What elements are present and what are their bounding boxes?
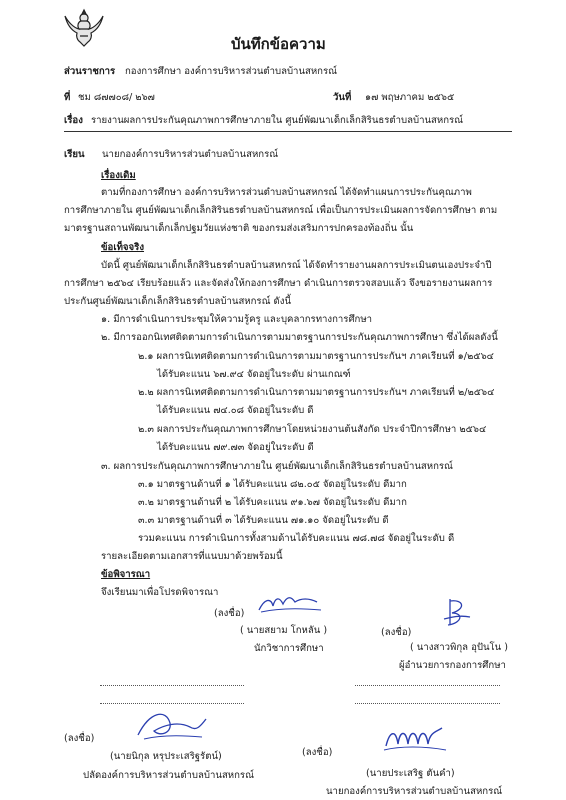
item-3-2: ๓.๒ มาตรฐานด้านที่ ๒ ได้รับคะแนน ๙๑.๖๗ จัดอยู่ในระดับ ดีมาก [138, 497, 407, 508]
facts-line-2: การศึกษา ๒๕๖๔ เรียบร้อยแล้ว และจัดส่งให้กองการศึกษา ดำเนินการตรวจสอบแล้ว จึงขอรายงานผลการ [64, 278, 493, 289]
item-3-3: ๓.๓ มาตรฐานด้านที่ ๓ ได้รับคะแนน ๗๑.๑๐ จัดอยู่ในระดับ ดี [138, 515, 389, 526]
item-3-1: ๓.๑ มาตรฐานด้านที่ ๑ ได้รับคะแนน ๘๒.๐๕ จัดอยู่ในระดับ ดีมาก [138, 479, 407, 490]
dept-label: ส่วนราชการ [64, 66, 116, 77]
background-line-2: การศึกษาภายใน ศูนย์พัฒนาเด็กเล็กสิรินธรตำบลบ้านสหกรณ์ เพื่อเป็นการประเมินผลการจัดการศึกษา ตาม [64, 205, 498, 216]
item-1: ๑. มีการดำเนินการประชุมให้ความรู้ครู และบุคลากรทางการศึกษา [101, 314, 373, 325]
date-value: ๑๗ พฤษภาคม ๒๕๖๕ [365, 92, 455, 103]
consider-text: จึงเรียนมาเพื่อโปรดพิจารณา [101, 587, 219, 598]
heading-background: เรื่องเดิม [101, 170, 136, 181]
sign-label-3: (ลงชื่อ) [64, 733, 95, 744]
signer-2-position: ผู้อำนวยการกองการศึกษา [399, 660, 506, 671]
comment-line-right-1 [355, 685, 500, 686]
comment-line-left-2 [100, 703, 244, 704]
subject-value: รายงานผลการประกันคุณภาพการศึกษาภายใน ศูนย์พัฒนาเด็กเล็กสิรินธรตำบลบ้านสหกรณ์ [91, 115, 464, 126]
item-3: ๓. ผลการประกันคุณภาพการศึกษาภายใน ศูนย์พัฒนาเด็กเล็กสิรินธรตำบลบ้านสหกรณ์ [101, 461, 453, 472]
subject-label: เรื่อง [64, 115, 83, 126]
item-2-3-score: ได้รับคะแนน ๗๙.๗๓ จัดอยู่ในระดับ ดี [157, 442, 314, 453]
comment-line-right-2 [355, 703, 500, 704]
dept-value: กองการศึกษา องค์การบริหารส่วนตำบลบ้านสหกรณ์ [125, 66, 338, 77]
signature-3-icon [130, 705, 210, 743]
signer-2-name: ( นางสาวพิกุล อุปันโน ) [410, 642, 509, 653]
background-line-1: ตามที่กองการศึกษา องค์การบริหารส่วนตำบลบ้านสหกรณ์ ได้จัดทำแผนการประกันคุณภาพ [101, 187, 472, 198]
signature-4-icon [380, 722, 450, 756]
signature-2-icon [440, 595, 474, 631]
header-divider [64, 131, 512, 132]
facts-line-3: ประกันศูนย์พัฒนาเด็กเล็กสิรินธรตำบลบ้านสหกรณ์ ดังนี้ [64, 296, 292, 307]
total-score: รวมคะแนน การดำเนินการทั้งสามด้านได้รับคะแนน ๗๘.๗๘ จัดอยู่ในระดับ ดี [138, 533, 455, 544]
sign-label-1: (ลงชื่อ) [214, 608, 245, 619]
facts-line-1: บัดนี้ ศูนย์พัฒนาเด็กเล็กสิรินธรตำบลบ้านสหกรณ์ ได้จัดทำรายงานผลการประเมินตนเองประจำปี [101, 260, 492, 271]
item-2-2-score: ได้รับคะแนน ๗๔.๐๘ จัดอยู่ในระดับ ดี [157, 405, 314, 416]
item-2-2: ๒.๒ ผลการนิเทศติดตามการดำเนินการตามมาตรฐานการประกันฯ ภาคเรียนที่ ๒/๒๕๖๔ [138, 387, 495, 398]
details-note: รายละเอียดตามเอกสารที่แนบมาด้วยพร้อมนี้ [101, 551, 283, 562]
signature-1-icon [255, 592, 325, 616]
sign-label-4: (ลงชื่อ) [302, 747, 333, 758]
heading-consider: ข้อพิจารณา [101, 569, 151, 580]
item-2-1-score: ได้รับคะแนน ๖๗.๙๔ จัดอยู่ในระดับ ผ่านเกณฑ์ [157, 369, 351, 380]
ref-value: ชม ๘๗๗๐๘/ ๒๖๗ [78, 92, 155, 103]
signer-1-name: ( นายสยาม โกหลัน ) [240, 625, 328, 636]
sign-label-2: (ลงชื่อ) [381, 627, 412, 638]
garuda-emblem-icon [62, 8, 106, 48]
signer-3-name: (นายนิกุล หรุประเสริฐรัตน์) [110, 751, 222, 762]
heading-facts: ข้อเท็จจริง [101, 242, 145, 253]
item-2: ๒. มีการออกนิเทศติดตามการดำเนินการตามมาตรฐานการประกันคุณภาพการศึกษา ซึ่งได้ผลดังนี้ [101, 332, 498, 343]
date-label: วันที่ [333, 92, 352, 103]
to-value: นายกองค์การบริหารส่วนตำบลบ้านสหกรณ์ [102, 149, 279, 160]
item-2-1: ๒.๑ ผลการนิเทศติดตามการดำเนินการตามมาตรฐานการประกันฯ ภาคเรียนที่ ๑/๒๕๖๔ [138, 351, 494, 362]
background-line-3: มาตรฐานสถานพัฒนาเด็กเล็กปฐมวัยแห่งชาติ ของกรมส่งเสริมการปกครองท้องถิ่น นั้น [64, 223, 414, 234]
signer-4-position: นายกองค์การบริหารส่วนตำบลบ้านสหกรณ์ [326, 786, 503, 797]
signer-3-position: ปลัดองค์การบริหารส่วนตำบลบ้านสหกรณ์ [83, 770, 254, 781]
signer-1-position: นักวิชาการศึกษา [254, 643, 324, 654]
ref-label: ที่ [64, 92, 71, 103]
memo-title: บันทึกข้อความ [231, 35, 326, 53]
item-2-3: ๒.๓ ผลการประกันคุณภาพการศึกษาโดยหน่วยงานต้นสังกัด ประจำปีการศึกษา ๒๕๖๔ [138, 424, 487, 435]
signer-4-name: (นายประเสริฐ ตันคำ) [366, 768, 455, 779]
to-label: เรียน [64, 149, 85, 160]
comment-line-left-1 [100, 685, 244, 686]
